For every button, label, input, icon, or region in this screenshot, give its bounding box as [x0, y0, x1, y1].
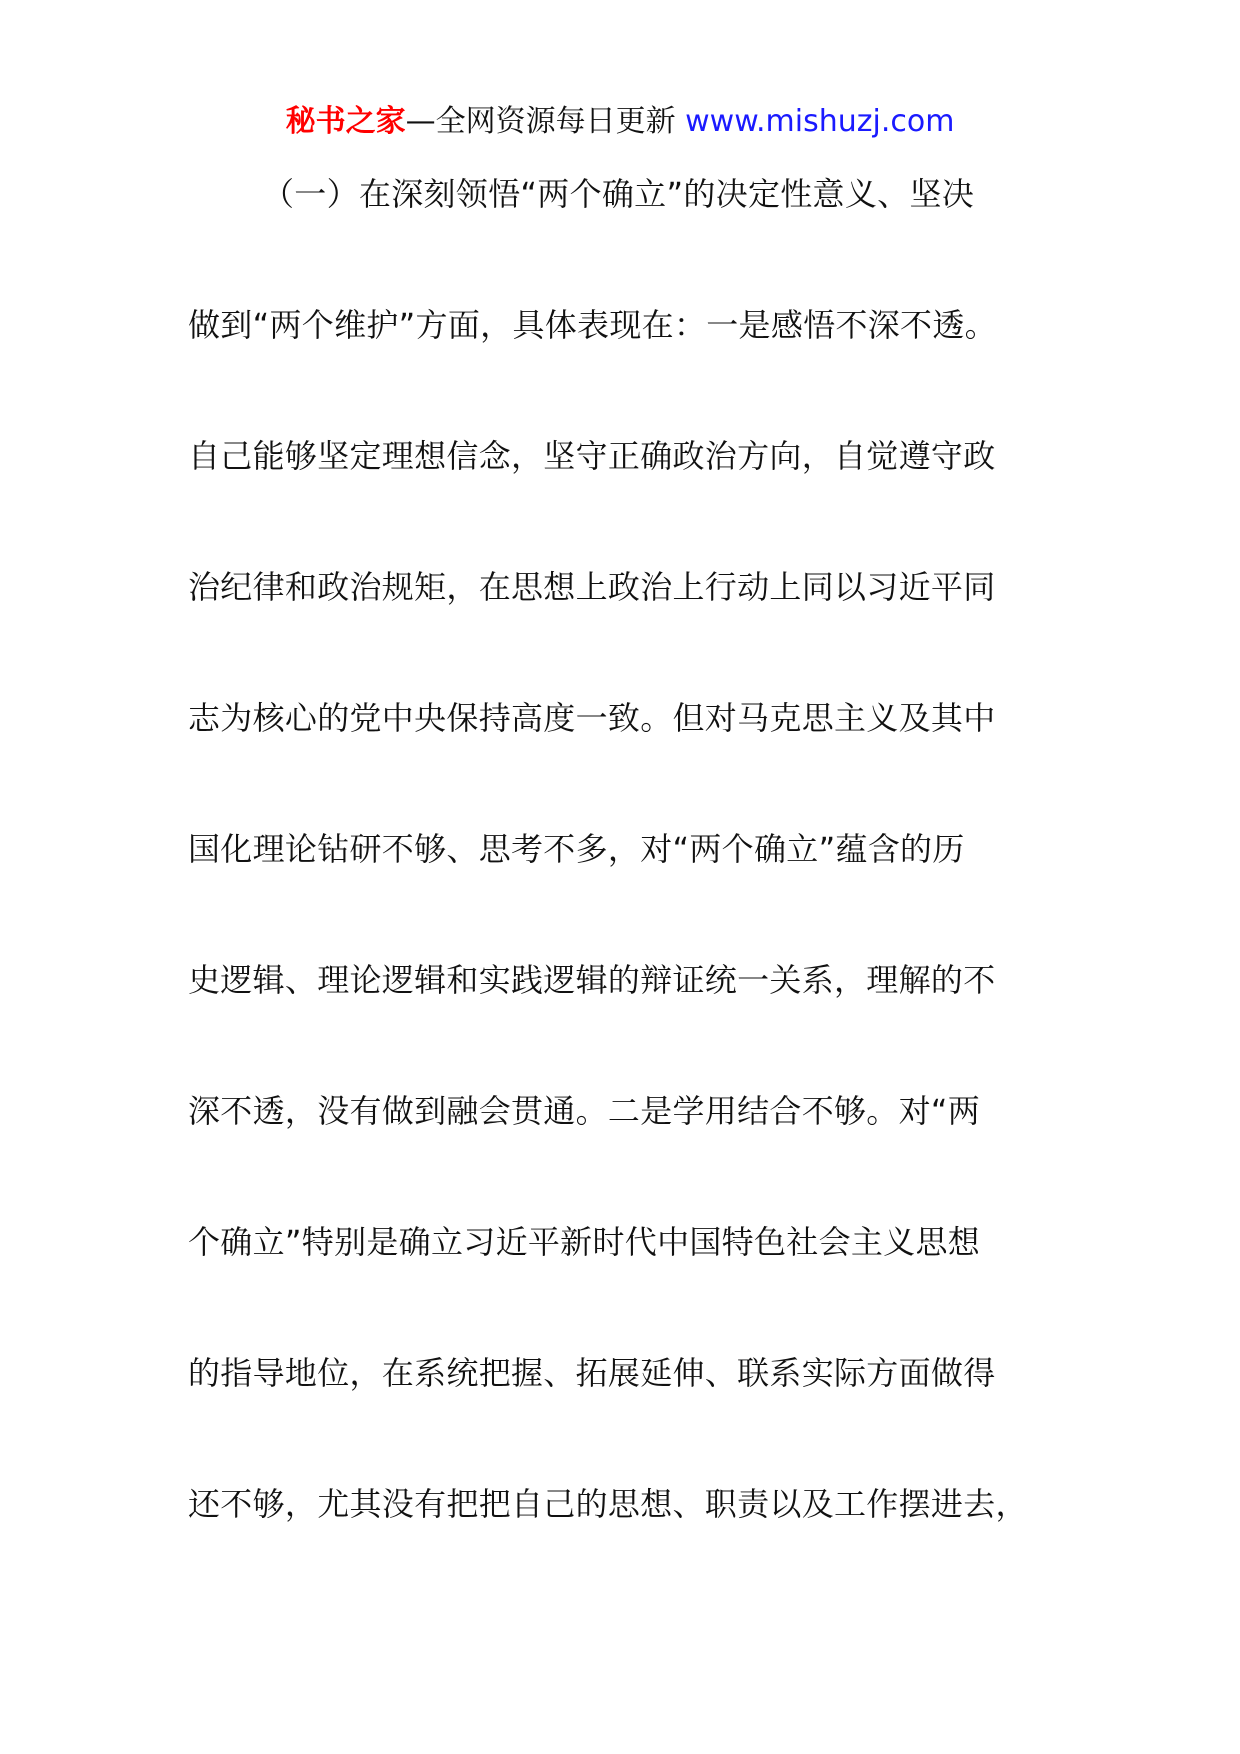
- brand-name: 秘书之家: [285, 104, 406, 139]
- body-paragraph: [188, 164, 1068, 1605]
- text-line: 的指导地位，在系统把握、拓展延伸、联系实际方面做得: [188, 1354, 996, 1392]
- page-header: [0, 100, 1240, 144]
- text-line: 志为核心的党中央保持高度一致。但对马克思主义及其中: [188, 699, 996, 737]
- text-line: （一）在深刻领悟“两个确立”的决定性意义、坚决: [262, 175, 975, 213]
- text-line: 深不透，没有做到融会贯通。二是学用结合不够。对“两: [188, 1092, 981, 1130]
- text-line: 还不够，尤其没有把把自己的思想、职责以及工作摆进去，: [188, 1485, 1028, 1523]
- text-line: 国化理论钻研不够、思考不多，对“两个确立”蕴含的历: [188, 830, 965, 868]
- text-line: 个确立”特别是确立习近平新时代中国特色社会主义思想: [188, 1223, 981, 1261]
- text-line: 史逻辑、理论逻辑和实践逻辑的辩证统一关系，理解的不: [188, 961, 996, 999]
- header-tagline: —全网资源每日更新: [405, 104, 676, 139]
- text-line: 治纪律和政治规矩，在思想上政治上行动上同以习近平同: [188, 568, 996, 606]
- text-line: 做到“两个维护”方面，具体表现在：一是感悟不深不透。: [188, 306, 997, 344]
- website-url-link[interactable]: www.mishuzj.com: [685, 104, 955, 139]
- text-line: 自己能够坚定理想信念，坚守正确政治方向，自觉遵守政: [188, 437, 996, 475]
